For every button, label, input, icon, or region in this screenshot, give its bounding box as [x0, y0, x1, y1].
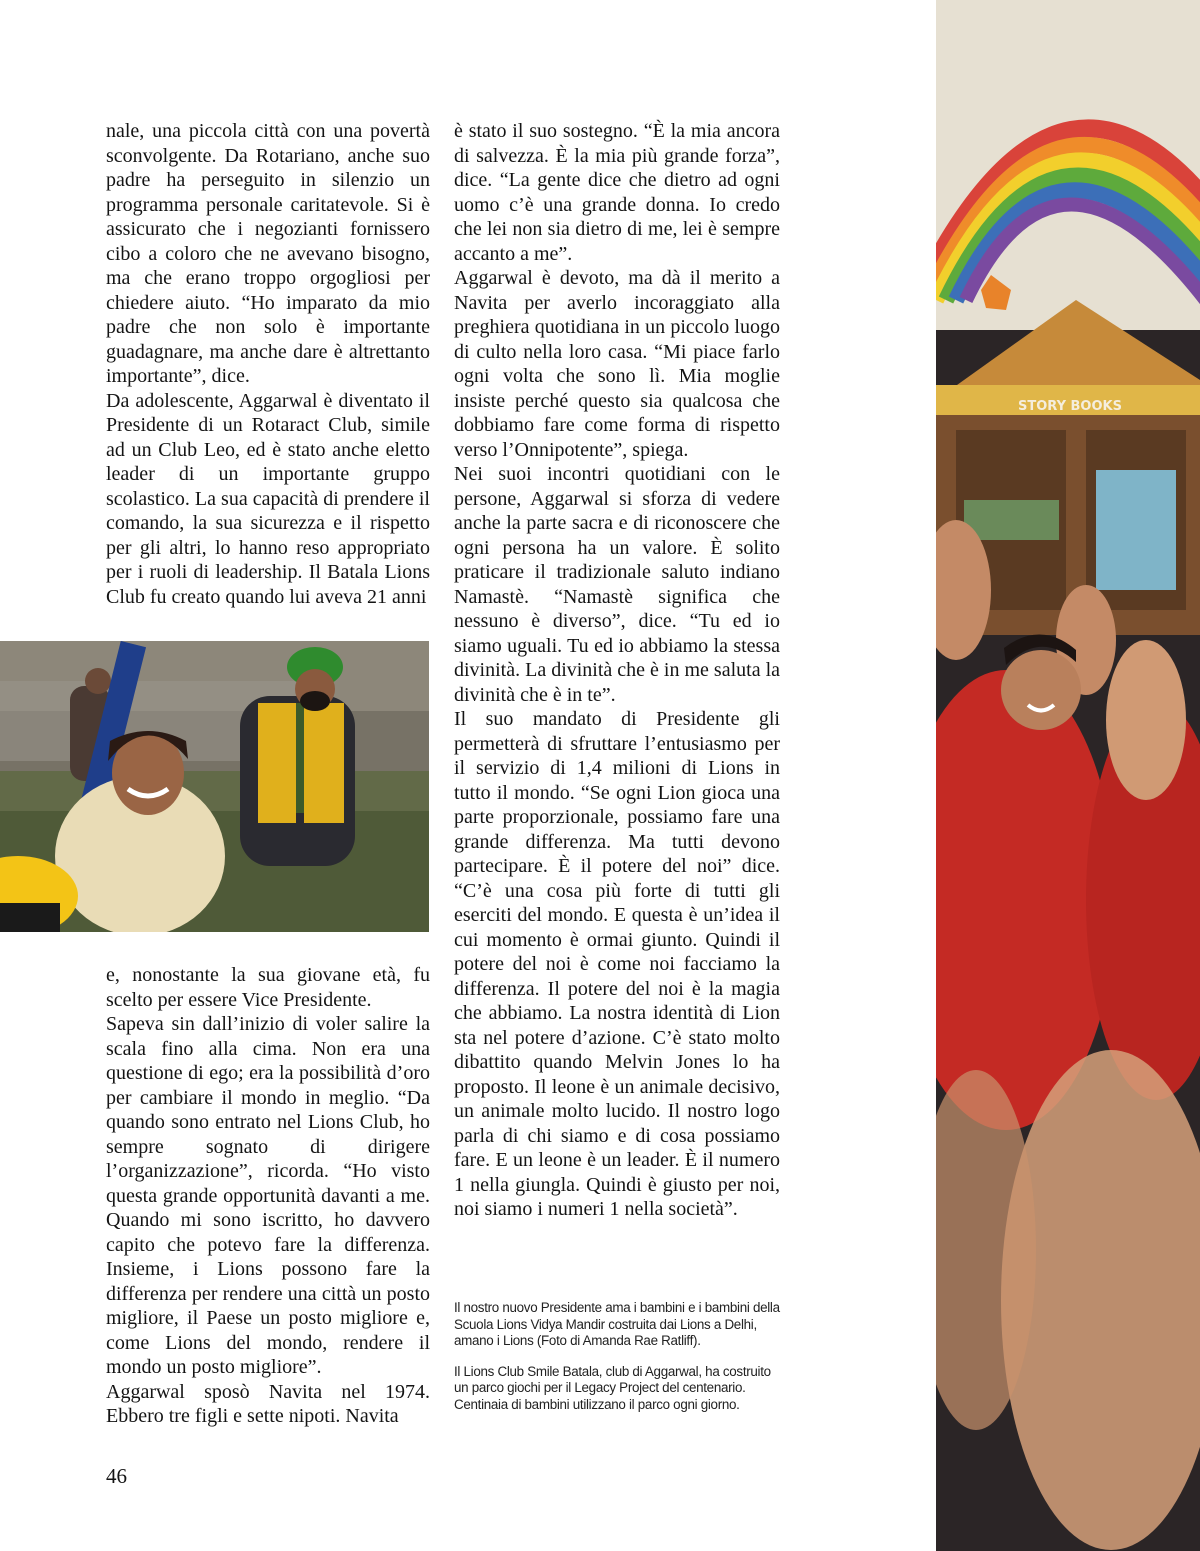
- paragraph: Aggarwal è devoto, ma dà il merito a Navita per averlo incoraggiato alla preghiera quotidiana in un piccolo luogo di culto nella loro casa. “Mi piace farlo ogni volta che sono lì. Mia moglie insiste perché questo sia qualcosa che dobbiamo fare come forma di rispetto verso l’Onnipotente”, spiega.: [454, 267, 780, 461]
- paragraph: Nei suoi incontri quotidiani con le persone, Aggarwal si sforza di vedere anche la parte sacra e di riconoscere che ogni persona ha un valore. È solito praticare il tradizionale saluto indiano Namastè. “Namastè significa che nessuno è diverso”, dice. “Tu ed io siamo uguali. Tu ed io abbiamo la stessa divinità. La divinità che è in me saluta la divinità che è in te”.: [454, 463, 781, 706]
- story-books-sign: STORY BOOKS: [1018, 399, 1122, 414]
- paragraph: è stato il suo sostegno. “È la mia ancora di salvezza. È la mia più grande forza”, dice. “La gente dice che dietro ad ogni uomo c’è una grande donna. Io credo che lei non sia dietro di me, lei è sempre accanto a me”.: [454, 120, 780, 265]
- article-column-left-bottom: [106, 963, 430, 1429]
- photo-captions: [454, 1300, 782, 1427]
- paragraph: Il suo mandato di Presidente gli permetterà di sfruttare l’entusiasmo per il servizio di 1,4 milioni di Lions in tutto il mondo. “Se ogni Lion gioca una parte proporzionale, possiamo fare una grande differenza. Ma tutti devono partecipare. È il potere del noi” dice. “C’è una cosa più forte di tutti gli eserciti del mondo. E questa è un’idea il cui momento è ormai giunto. Quindi il potere del noi è come noi facciamo la differenza. Il potere del noi è la magia che abbiamo. La nostra identità di Lion sta nel potere d’azione. C’è stato molto dibattito quando Melvin Jones lo ha proposto. Il leone è un animale decisivo, un animale molto lucido. Il nostro logo parla di chi siamo e di cosa possiamo fare. E un leone è un leader. È il numero 1 nella giungla. Quindi è giusto per noi, noi siamo i numeri 1 nella società”.: [454, 708, 780, 1220]
- caption-classroom: Il nostro nuovo Presidente ama i bambini e i bambini della Scuola Lions Vidya Mandir costruita dai Lions a Delhi, amano i Lions (Foto di Amanda Rae Ratliff).: [454, 1300, 780, 1348]
- article-column-left-top: [106, 119, 430, 609]
- paragraph: nale, una piccola città con una povertà sconvolgente. Da Rotariano, anche suo padre ha perseguito in silenzio un programma personale caritatevole. Si è assicurato che i negozianti fornissero cibo a coloro che ne avevano bisogno, ma che erano troppo orgogliosi per chiedere aiuto. “Ho imparato da mio padre che non solo è importante guadagnare, ma anche dare è altrettanto importante”, dice.: [106, 120, 430, 387]
- paragraph: e, nonostante la sua giovane età, fu scelto per essere Vice Presidente.: [106, 964, 430, 1011]
- classroom-photo-illustration: [936, 0, 1200, 1551]
- paragraph: Da adolescente, Aggarwal è diventato il Presidente di un Rotaract Club, simile ad un Club Leo, ed è stato anche eletto leader di un importante gruppo scolastico. La sua capacità di prendere il comando, la sua sicurezza e il rispetto per gli altri, lo hanno reso appropriato per i ruoli di leadership. Il Batala Lions Club fu creato quando lui aveva 21 anni: [106, 389, 430, 608]
- photo-playground-girl: [0, 641, 429, 932]
- playground-photo-illustration: [0, 641, 429, 932]
- caption-playground: Il Lions Club Smile Batala, club di Aggarwal, ha costruito un parco giochi per il Legacy Project del centenario. Centinaia di bambini utilizzano il parco ogni giorno.: [454, 1363, 771, 1412]
- article-column-right: [454, 119, 780, 1222]
- paragraph: Sapeva sin dall’inizio di voler salire la scala fino alla cima. Non era una questione di ego; era la possibilità d’oro per cambiare il mondo in meglio. “Da quando sono entrato nel Lions Club, ho sempre sognato di dirigere l’organizzazione”, ricorda. “Ho visto questa grande opportunità davanti a me. Quando mi sono iscritto, ho davvero capito che potevo fare la differenza. Insieme, i Lions possono fare la differenza per rendere una città un posto migliore, il Paese un posto migliore e, come Lions del mondo, rendere il mondo un posto migliore”.: [106, 1013, 430, 1378]
- paragraph: Aggarwal sposò Navita nel 1974. Ebbero tre figli e sette nipoti. Navita: [106, 1380, 430, 1427]
- photo-classroom-children: [936, 0, 1200, 1551]
- page-number: 46: [106, 1464, 127, 1488]
